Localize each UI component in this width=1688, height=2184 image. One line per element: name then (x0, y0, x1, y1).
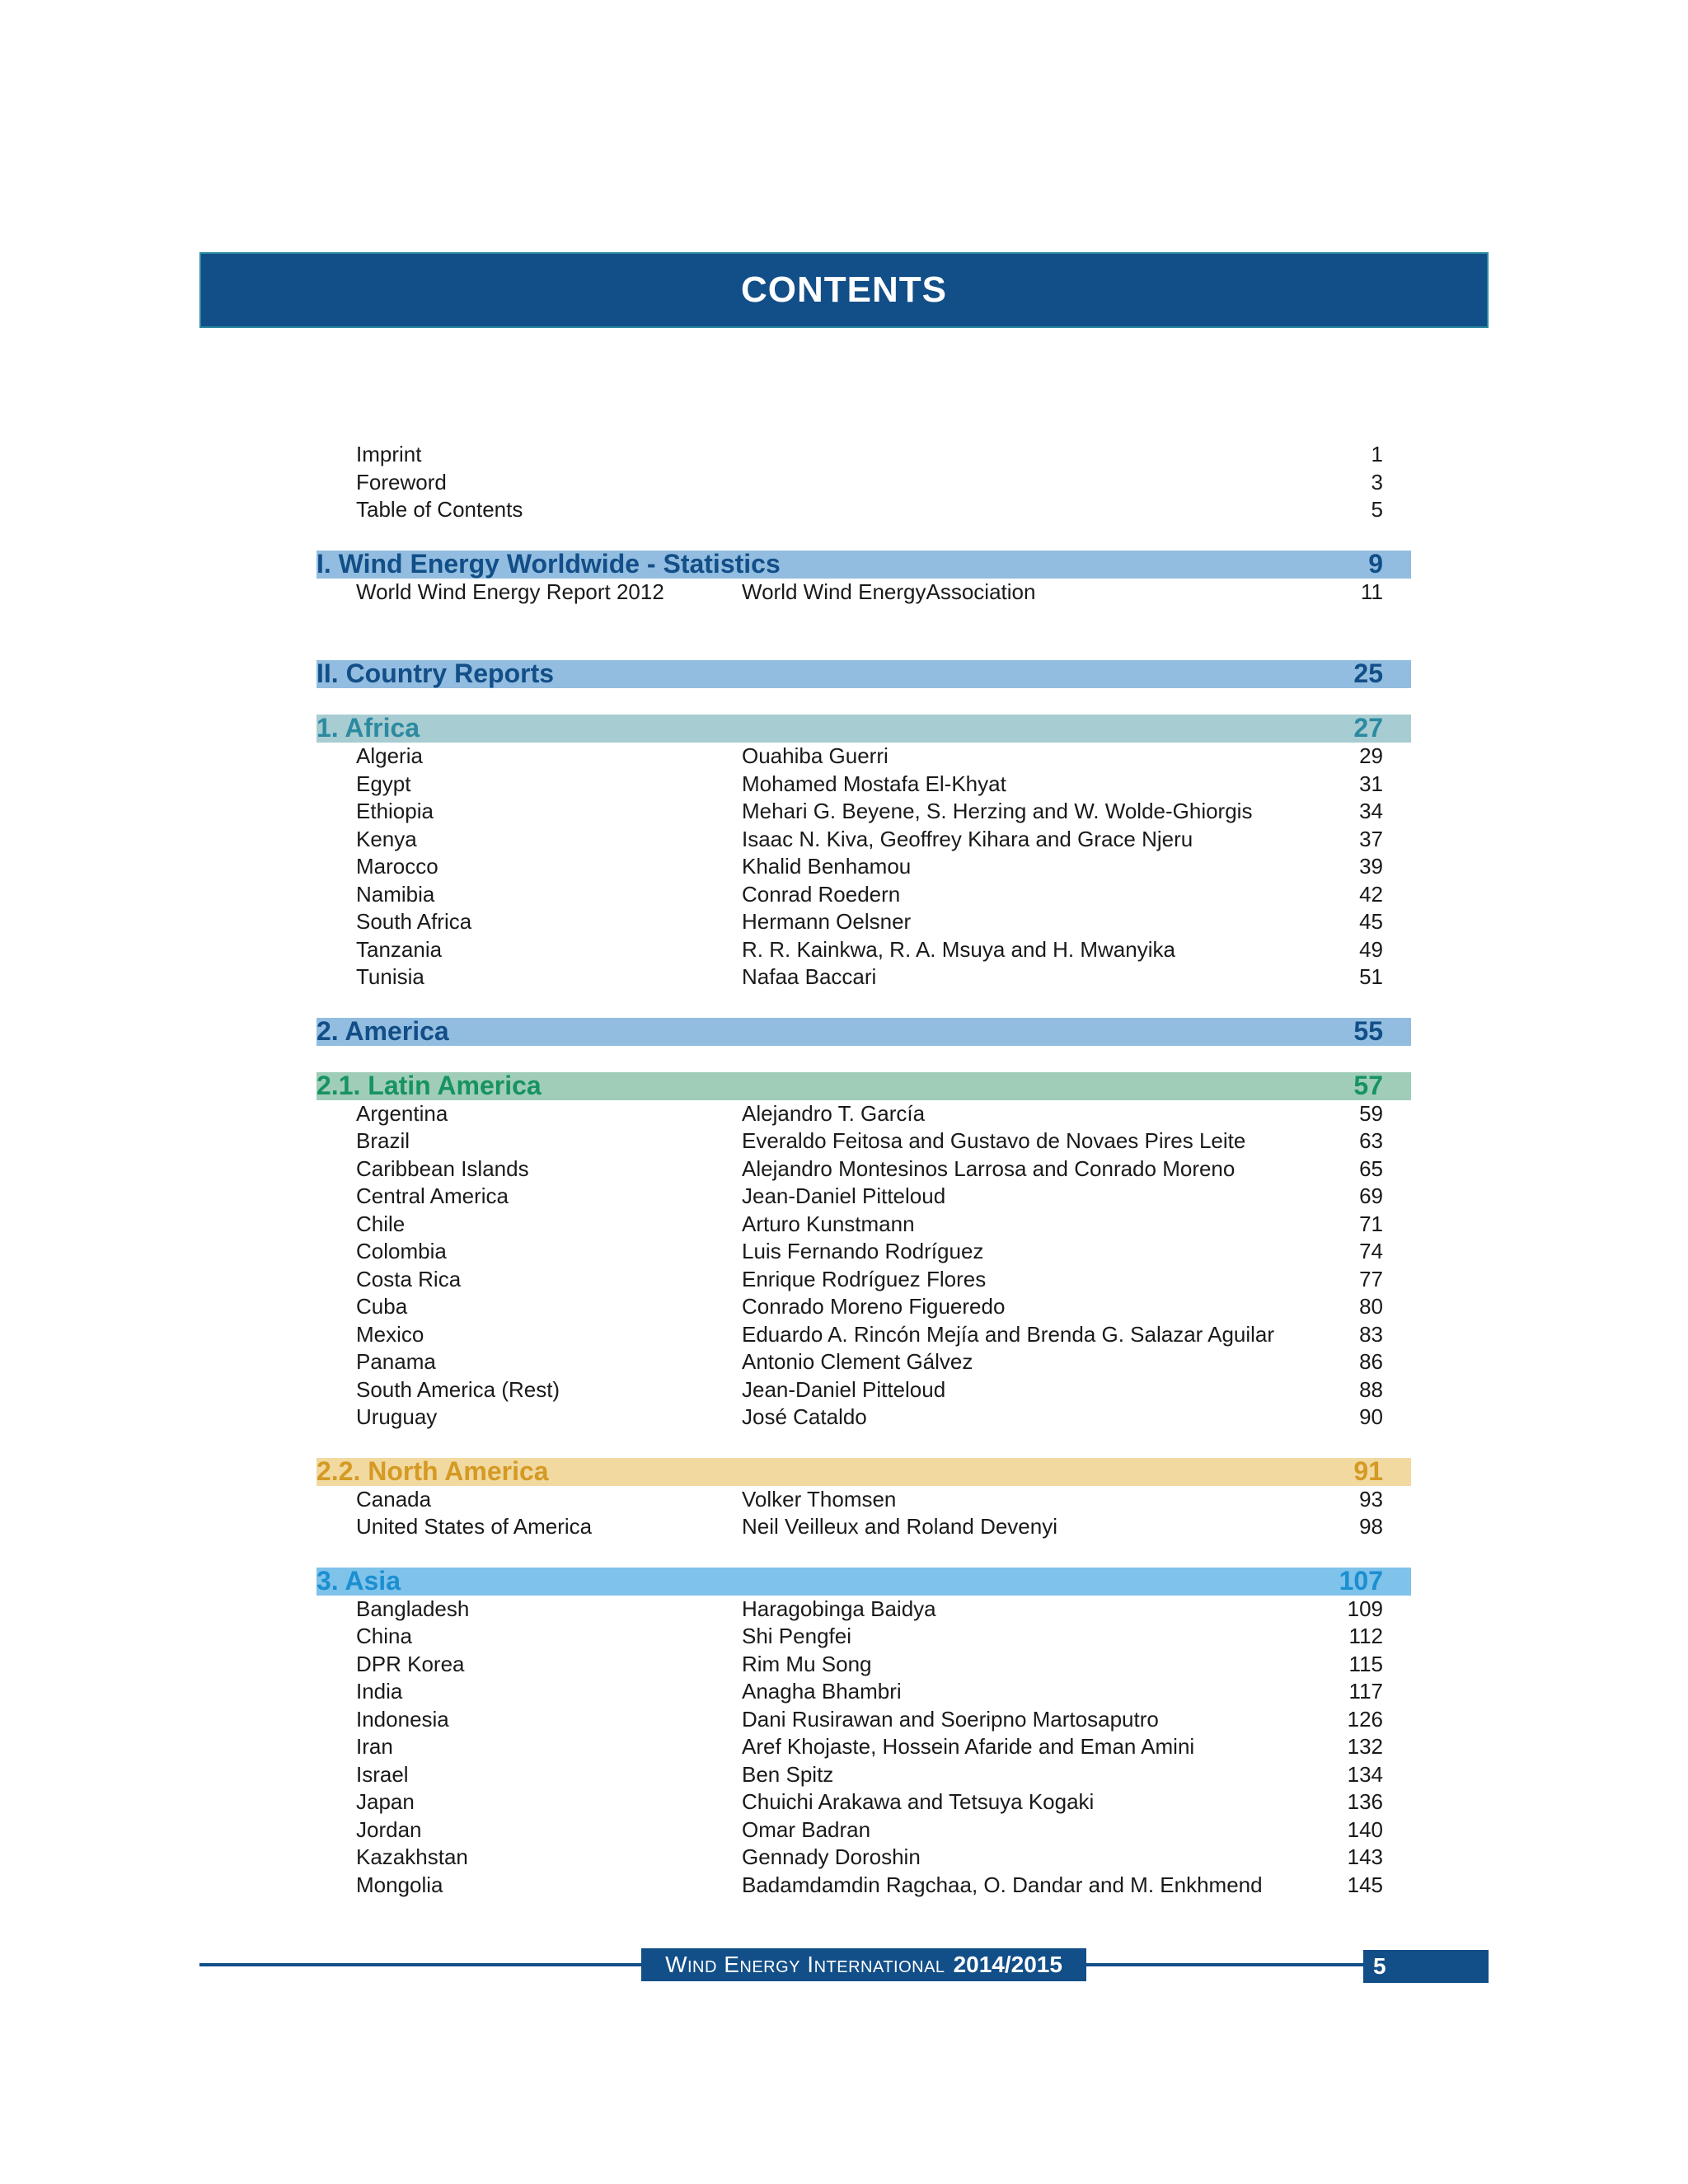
entry-page: 42 (1359, 881, 1383, 907)
entry-title: Kazakhstan (356, 1844, 468, 1869)
entry-author: Everaldo Feitosa and Gustavo de Novaes Pires Leite (742, 1128, 1246, 1153)
section-heading-s2 (316, 660, 1411, 688)
entry-author: Neil Veilleux and Roland Devenyi (742, 1514, 1058, 1539)
section-spacer (316, 991, 1411, 1018)
entry-author: Omar Badran (742, 1816, 871, 1842)
section-page: 25 (1353, 658, 1383, 688)
toc-entry-row (316, 469, 1411, 497)
section-page: 55 (1353, 1015, 1383, 1046)
entry-title: DPR Korea (356, 1651, 465, 1676)
section-page: 9 (1368, 548, 1383, 579)
toc-entry-row (316, 908, 1411, 936)
section-heading-s4 (316, 1015, 1411, 1046)
entry-page: 140 (1347, 1816, 1383, 1842)
entry-page: 86 (1359, 1349, 1383, 1374)
toc-entry-row (316, 1513, 1411, 1541)
page-number-badge (1363, 1950, 1489, 1983)
entry-title: Bangladesh (356, 1596, 470, 1621)
toc-entry-row (316, 1872, 1411, 1900)
entry-author: Isaac N. Kiva, Geoffrey Kihara and Grace Njeru (742, 826, 1193, 851)
entry-author: Mohamed Mostafa El-Khyat (742, 771, 1006, 796)
entry-title: Kenya (356, 826, 417, 851)
entry-author: Conrad Roedern (742, 881, 901, 907)
entry-page: 83 (1359, 1321, 1383, 1347)
entry-title: Uruguay (356, 1404, 438, 1429)
toc-entry-row (316, 1788, 1411, 1816)
toc-entry-row (316, 1321, 1411, 1349)
entry-title: Caribbean Islands (356, 1155, 529, 1181)
entry-author: Arturo Kunstmann (742, 1211, 915, 1236)
entry-author: Hermann Oelsner (742, 909, 912, 934)
entry-page: 115 (1348, 1651, 1383, 1676)
entry-title: Panama (356, 1349, 436, 1374)
toc-entry-row (316, 1486, 1411, 1514)
section-title: 3. Asia (316, 1565, 401, 1596)
page-number: 5 (1373, 1953, 1386, 1979)
section-bar (316, 715, 1411, 743)
entry-page: 1 (1371, 442, 1383, 466)
entry-page: 132 (1347, 1734, 1383, 1759)
section-page: 91 (1353, 1455, 1383, 1486)
entry-title: Israel (356, 1761, 409, 1787)
entry-page: 65 (1359, 1155, 1383, 1181)
entry-author: Ouahiba Guerri (742, 743, 889, 768)
publication-year: 2014/2015 (953, 1952, 1062, 1977)
toc-entry-row (316, 1100, 1411, 1128)
section-page: 57 (1353, 1070, 1383, 1100)
entry-author: Alejandro Montesinos Larrosa and Conrado Moreno (742, 1155, 1236, 1181)
entry-author: Aref Khojaste, Hossein Afaride and Eman Amini (742, 1734, 1195, 1759)
entry-page: 37 (1359, 826, 1383, 851)
section-page: 27 (1353, 713, 1383, 743)
section-heading-s7 (316, 1565, 1411, 1596)
toc-entry-row (316, 579, 1411, 607)
entry-author: José Cataldo (742, 1404, 867, 1429)
toc-entry-row (316, 1266, 1411, 1294)
entry-title: Algeria (356, 743, 423, 768)
contents-banner (199, 252, 1489, 328)
entry-title: Foreword (356, 469, 447, 494)
toc-entry-row (316, 1127, 1411, 1155)
section-heading-s5 (316, 1072, 1411, 1100)
entry-title: Imprint (356, 442, 422, 466)
entry-page: 126 (1347, 1706, 1383, 1732)
entry-author: Alejandro T. García (742, 1100, 926, 1126)
entry-page: 39 (1359, 854, 1383, 879)
entry-author: Shi Pengfei (742, 1624, 851, 1648)
entry-title: Jordan (356, 1816, 422, 1842)
entry-author: Rim Mu Song (742, 1651, 872, 1676)
entry-page: 80 (1359, 1294, 1383, 1319)
entry-page: 11 (1361, 579, 1383, 604)
entry-title: China (356, 1624, 412, 1648)
section-title: 2. America (316, 1015, 449, 1046)
entry-author: Jean-Daniel Pitteloud (742, 1376, 946, 1402)
entry-title: Mexico (356, 1321, 424, 1347)
section-bar (316, 1015, 1411, 1046)
entry-title: Namibia (356, 881, 435, 907)
entry-author: Enrique Rodríguez Flores (742, 1266, 987, 1291)
entry-author: R. R. Kainkwa, R. A. Msuya and H. Mwanyika (742, 936, 1175, 962)
section-title: 1. Africa (316, 713, 420, 743)
entry-page: 77 (1359, 1266, 1383, 1291)
toc-entry-row (316, 1238, 1411, 1266)
entry-author: Haragobinga Baidya (742, 1596, 936, 1621)
entry-page: 3 (1371, 469, 1383, 494)
entry-page: 49 (1359, 936, 1383, 962)
sections-list (316, 524, 1411, 1900)
entry-author: World Wind EnergyAssociation (742, 579, 1036, 604)
entry-page: 71 (1359, 1211, 1383, 1236)
section-heading-s6 (316, 1455, 1411, 1486)
section-spacer (316, 606, 1411, 660)
toc-entry-row (316, 1155, 1411, 1183)
entry-page: 145 (1347, 1872, 1383, 1897)
section-spacer (316, 688, 1411, 715)
entry-author: Khalid Benhamou (742, 854, 912, 879)
entry-title: World Wind Energy Report 2012 (356, 579, 664, 604)
toc-entry-row (316, 881, 1411, 909)
toc-entry-row (316, 743, 1411, 771)
section-spacer (316, 1541, 1411, 1568)
section-spacer (316, 524, 1411, 551)
toc-entry-row (316, 1596, 1411, 1624)
entry-page: 45 (1359, 909, 1383, 934)
entry-page: 63 (1359, 1128, 1383, 1153)
entry-title: Central America (356, 1183, 509, 1208)
entry-page: 31 (1359, 771, 1383, 796)
toc-entry-row (316, 1211, 1411, 1239)
toc-entry-row (316, 853, 1411, 881)
toc-entry-row (316, 1293, 1411, 1321)
entry-title: Costa Rica (356, 1266, 462, 1291)
entry-title: Table of Contents (356, 497, 523, 522)
entry-title: Cuba (356, 1294, 408, 1319)
section-title: 2.1. Latin America (316, 1070, 542, 1100)
entry-page: 59 (1359, 1100, 1383, 1126)
entry-title: India (356, 1679, 403, 1704)
section-spacer (316, 1046, 1411, 1072)
entry-title: Indonesia (356, 1706, 449, 1732)
entry-author: Jean-Daniel Pitteloud (742, 1183, 946, 1208)
entry-title: Marocco (356, 854, 438, 879)
entry-title: Colombia (356, 1239, 447, 1263)
entry-page: 51 (1359, 964, 1383, 989)
toc-entry-row (316, 1404, 1411, 1432)
toc-entry-row (316, 963, 1411, 991)
toc-entry-row (316, 496, 1411, 524)
entry-page: 112 (1348, 1624, 1383, 1648)
entry-page: 98 (1359, 1514, 1383, 1539)
entry-page: 69 (1359, 1183, 1383, 1208)
entry-page: 109 (1347, 1596, 1383, 1621)
entry-title: Japan (356, 1789, 415, 1814)
entry-author: Nafaa Baccari (742, 964, 877, 989)
entry-title: Brazil (356, 1128, 410, 1153)
toc-entry-row (316, 771, 1411, 799)
entry-title: Canada (356, 1486, 432, 1511)
entry-title: Tanzania (356, 936, 443, 962)
entry-author: Gennady Doroshin (742, 1844, 921, 1869)
toc-entry-row (316, 1678, 1411, 1706)
entry-page: 136 (1347, 1789, 1383, 1814)
toc-entry-row (316, 1733, 1411, 1761)
entry-title: Mongolia (356, 1872, 443, 1897)
entry-page: 5 (1371, 497, 1383, 522)
footer-publication (641, 1948, 1086, 1981)
entry-author: Anagha Bhambri (742, 1679, 902, 1704)
entry-page: 117 (1348, 1679, 1383, 1704)
entry-title: Argentina (356, 1100, 448, 1126)
entry-author: Dani Rusirawan and Soeripno Martosaputro (742, 1706, 1159, 1732)
toc-entry-row (316, 1623, 1411, 1651)
entry-title: South Africa (356, 909, 472, 934)
entry-page: 34 (1359, 799, 1383, 823)
front-matter-list (316, 441, 1411, 524)
toc-entry-row (316, 1761, 1411, 1789)
entry-author: Eduardo A. Rincón Mejía and Brenda G. Salazar Aguilar (742, 1321, 1275, 1347)
entry-author: Volker Thomsen (742, 1486, 897, 1511)
toc-entry-row (316, 441, 1411, 469)
entry-page: 134 (1347, 1761, 1383, 1787)
entry-title: South America (Rest) (356, 1376, 560, 1402)
section-title: 2.2. North America (316, 1455, 549, 1486)
entry-page: 88 (1359, 1376, 1383, 1402)
entry-page: 93 (1359, 1486, 1383, 1511)
entry-author: Antonio Clement Gálvez (742, 1349, 973, 1374)
toc-entry-row (316, 1651, 1411, 1679)
entry-title: Iran (356, 1734, 393, 1759)
entry-title: Chile (356, 1211, 406, 1236)
entry-author: Mehari G. Beyene, S. Herzing and W. Wolde-Ghiorgis (742, 799, 1253, 823)
entry-title: United States of America (356, 1514, 593, 1539)
toc-entry-row (316, 1706, 1411, 1734)
entry-page: 74 (1359, 1239, 1383, 1263)
toc-entry-row (316, 826, 1411, 854)
section-bar (316, 1565, 1411, 1596)
table-of-contents (316, 441, 1411, 1899)
toc-entry-row (316, 798, 1411, 826)
section-spacer (316, 1432, 1411, 1458)
toc-entry-row (316, 1844, 1411, 1872)
toc-entry-row (316, 1183, 1411, 1211)
entry-page: 143 (1347, 1844, 1383, 1869)
toc-entry-row (316, 1816, 1411, 1844)
entry-title: Ethiopia (356, 799, 434, 823)
section-title: II. Country Reports (316, 658, 555, 688)
publication-name: Wind Energy International (665, 1952, 945, 1977)
toc-entry-row (316, 936, 1411, 964)
toc-entry-row (316, 1348, 1411, 1376)
entry-author: Ben Spitz (742, 1761, 834, 1787)
section-heading-s3 (316, 715, 1411, 743)
entry-page: 29 (1359, 743, 1383, 768)
entry-page: 90 (1359, 1404, 1383, 1429)
entry-author: Luis Fernando Rodríguez (742, 1239, 984, 1263)
section-title: I. Wind Energy Worldwide - Statistics (316, 548, 781, 579)
entry-author: Chuichi Arakawa and Tetsuya Kogaki (742, 1789, 1095, 1814)
page-title: CONTENTS (741, 269, 947, 310)
section-heading-s1 (316, 548, 1411, 579)
entry-author: Conrado Moreno Figueredo (742, 1294, 1006, 1319)
toc-entry-row (316, 1376, 1411, 1404)
entry-author: Badamdamdin Ragchaa, O. Dandar and M. Enkhmend (742, 1872, 1263, 1897)
entry-title: Egypt (356, 771, 411, 796)
section-page: 107 (1339, 1565, 1383, 1596)
entry-title: Tunisia (356, 964, 424, 989)
